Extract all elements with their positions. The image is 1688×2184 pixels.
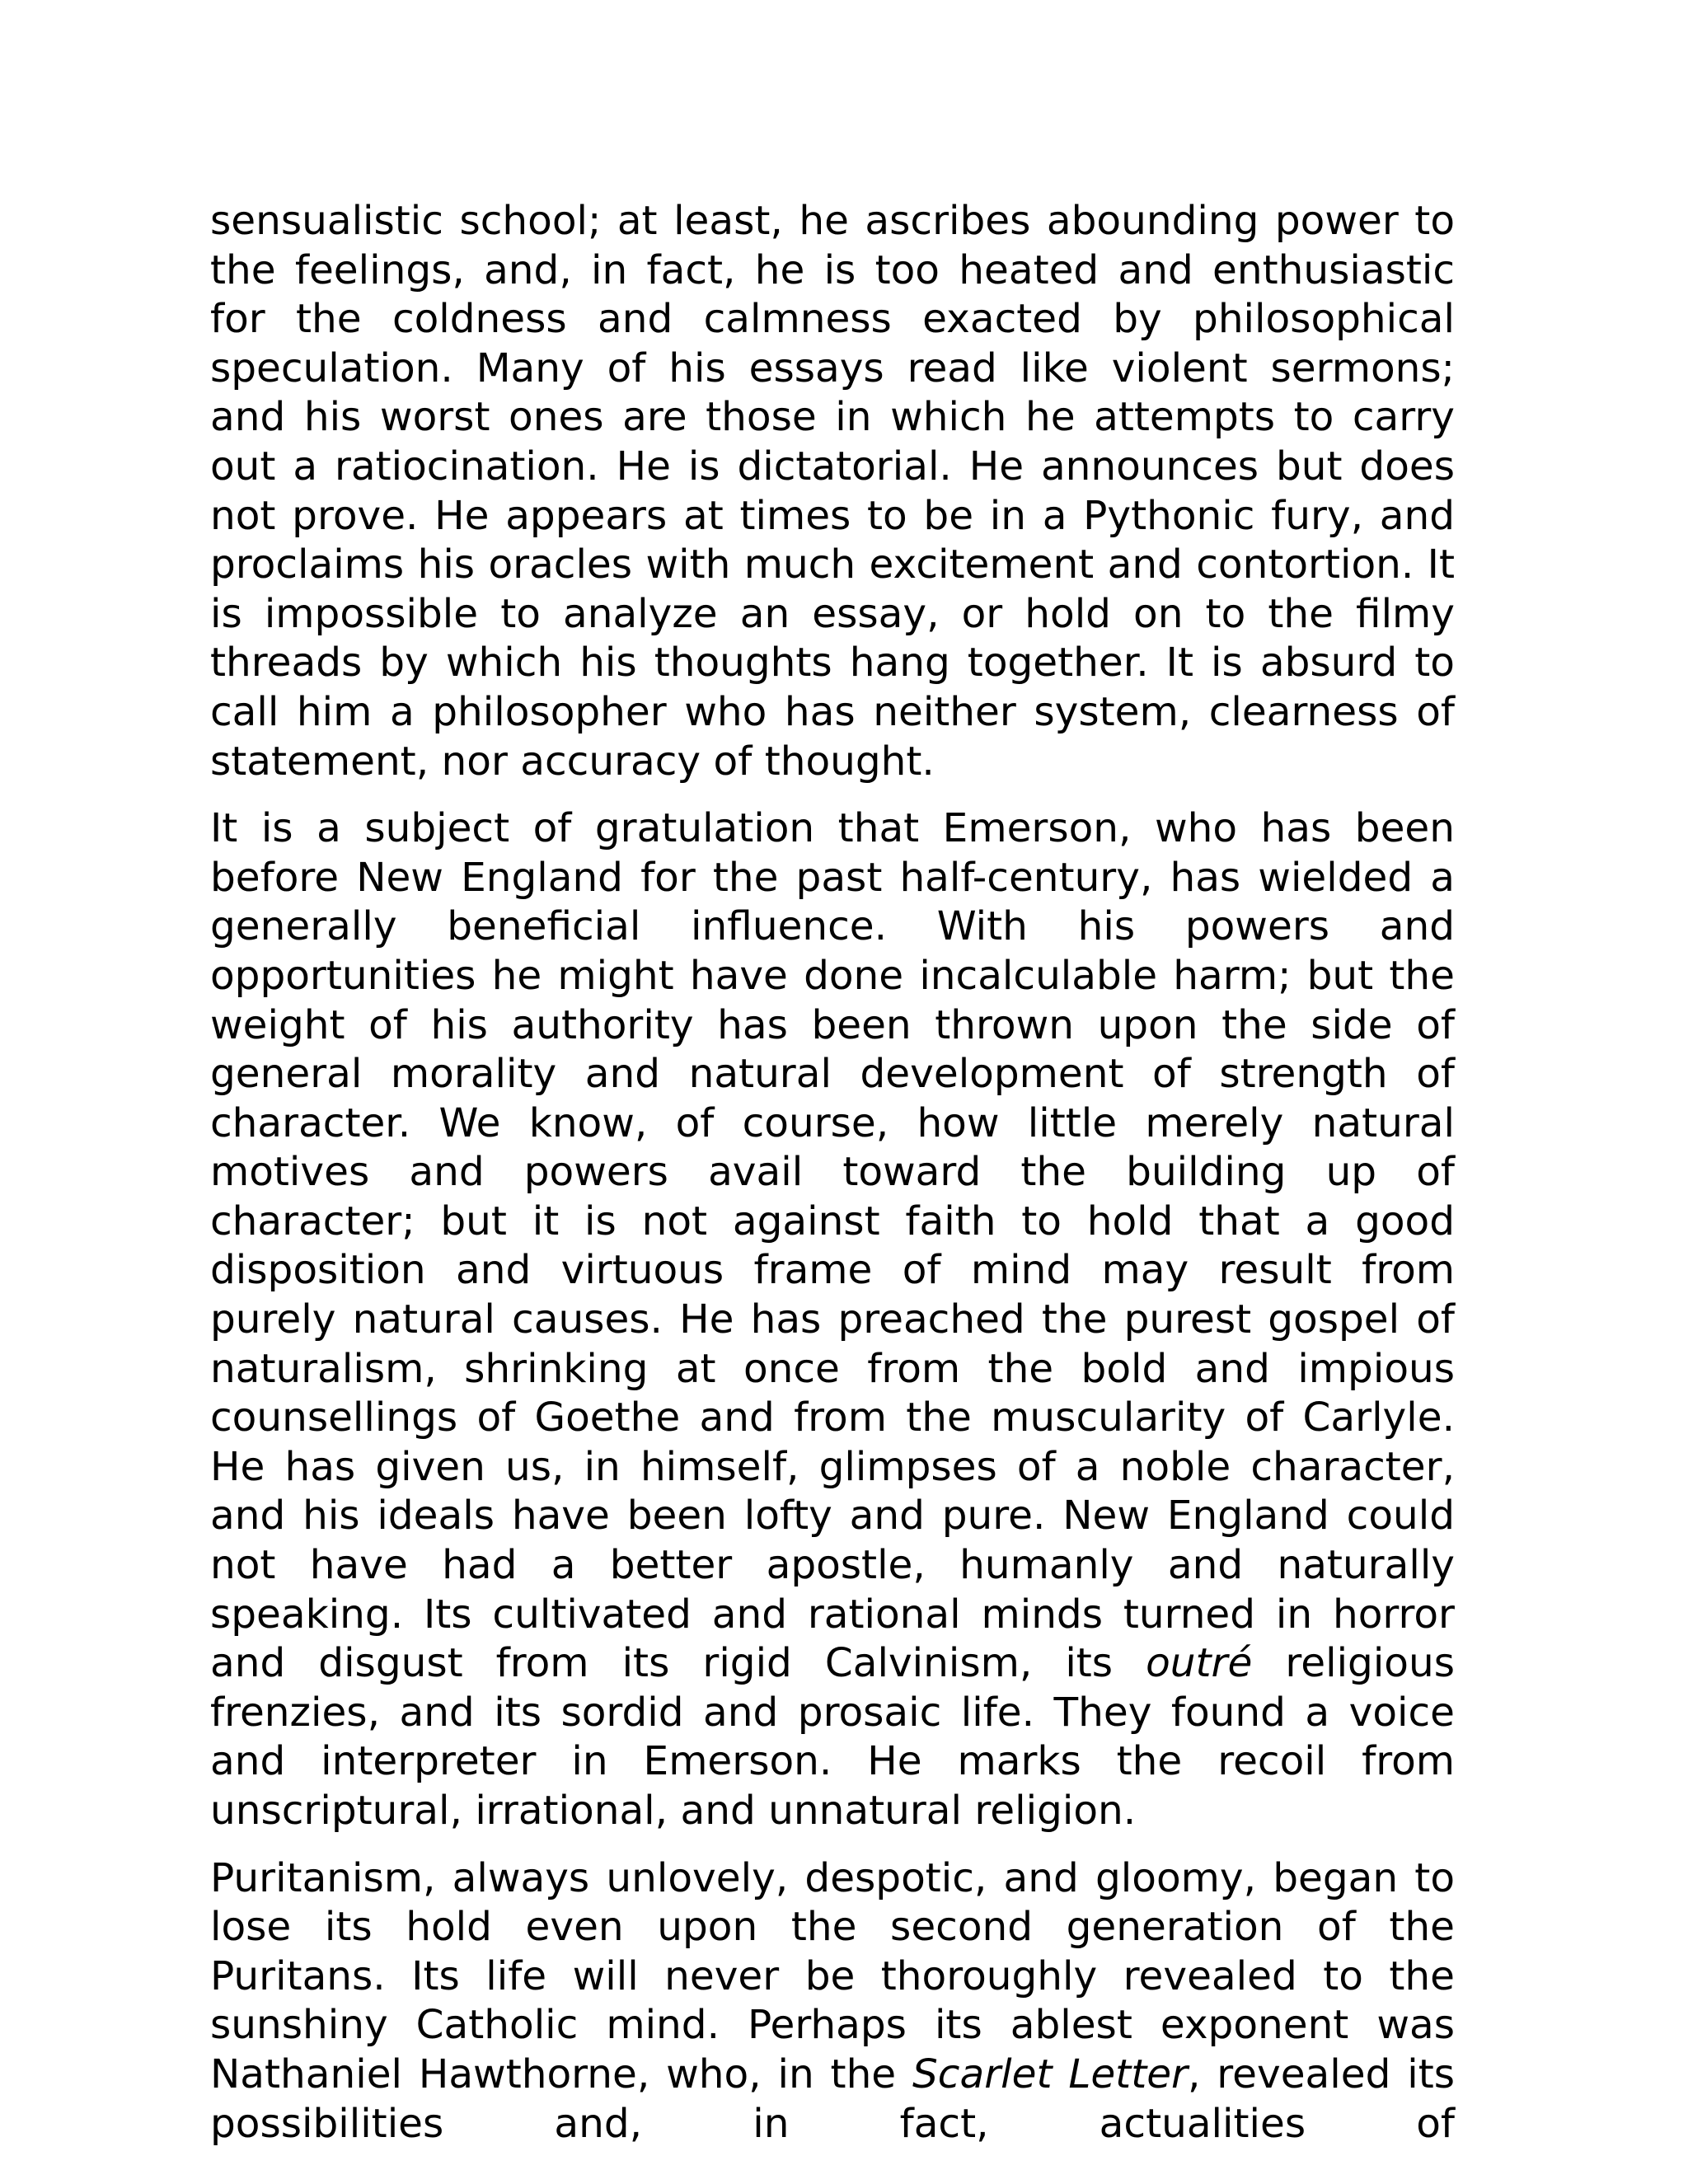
paragraph-1-text: sensualistic school; at least, he ascribes abounding power to the feelings, and, in fact, he is too heated and enthusiastic for the coldness and calmness exacted by philosophical speculation. Many of his essays read like violent sermons; and his worst ones are those in which he attempts to carry out a ratiocination. He is dictatorial. He announces but does not prove. He appears at times to be in a Pythonic fury, and proclaims his oracles with much excitement and contortion. It is impossible to analyze an essay, or hold on to the filmy threads by which his thoughts hang together. It is absurd to call him a philosopher who has neither system, clearness of statement, nor accuracy of thought.: [210, 198, 1455, 785]
paragraph-2: [210, 804, 1455, 1835]
paragraph-2-text-b: religious frenzies, and its sordid and prosaic life. They found a voice and interpreter in Emerson. He marks the recoil from unscriptural, irrational, and unnatural religion.: [210, 1640, 1455, 1834]
paragraph-1: [210, 197, 1455, 786]
paragraph-2-italic-outre: outré: [1146, 1640, 1253, 1687]
paragraph-3: [210, 1854, 1455, 2149]
paragraph-2-text-a: It is a subject of gratulation that Emerson, who has been before New England for the past half-century, has wielded a generally beneficial influence. With his powers and opportunities he might have done incalculable harm; but the weight of his authority has been thrown upon the side of general morality and natural development of strength of character. We know, of course, how little merely natural motives and powers avail toward the building up of character; but it is not against faith to hold that a good disposition and virtuous frame of mind may result from purely natural causes. He has preached the purest gospel of naturalism, shrinking at once from the bold and impious counsellings of Goethe and from the muscularity of Carlyle. He has given us, in himself, glimpses of a noble character, and his ideals have been lofty and pure. New England could not have had a better apostle, humanly and naturally speaking. Its cultivated and rational minds turned in horror and disgust from its rigid Calvinism, its: [210, 805, 1455, 1687]
document-page: [210, 197, 1455, 2167]
paragraph-3-text-a: Puritanism, always unlovely, despotic, and gloomy, began to lose its hold even upon the second generation of the Puritans. Its life will never be thoroughly revealed to the sunshiny Catholic mind. Perhaps its ablest exponent was Nathaniel Hawthorne, who, in the: [210, 1854, 1455, 2097]
paragraph-3-italic-title: Scarlet Letter: [912, 2050, 1188, 2097]
paragraph-3-text-b: , revealed its possibilities and, in fact, actualities of: [210, 2050, 1455, 2147]
